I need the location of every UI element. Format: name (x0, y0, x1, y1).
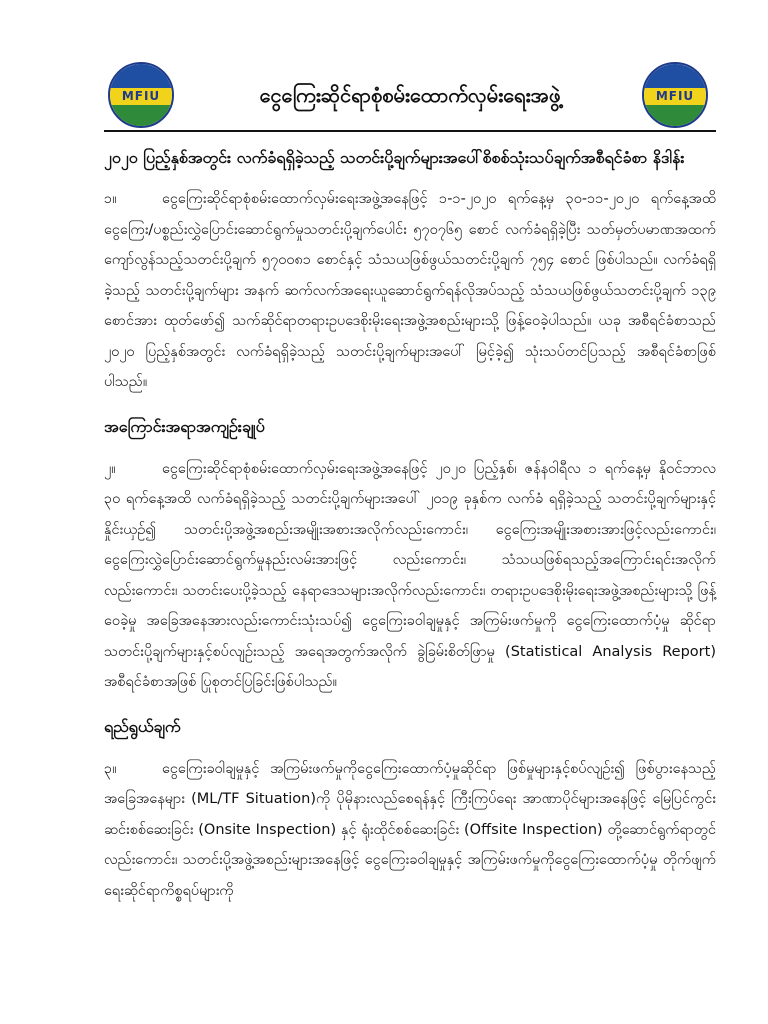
paragraph-text: ငွေကြေးခဝါချမှုနှင့် အကြမ်းဖက်မှုကိုငွေကြေးထောက်ပံ့မှုဆိုင်ရာ ဖြစ်မှုများနှင့်စပ်လျဉ်း၍ ဖြစ်ပွားနေသည့် အခြေအနေများ (ML/TF Situation)ကို ပိုမိုနားလည်စေရန်နှင့် ကြီးကြပ်ရေး အာဏာပိုင်များအနေဖြင့် မြေပြင်ကွင်းဆင်းစစ်ဆေးခြင်း (Onsite Inspection) နှင့် ရုံးထိုင်စစ်ဆေးခြင်း (Offsite Inspection) တို့ဆောင်ရွက်ရာတွင်လည်းကောင်း၊ သတင်းပို့အဖွဲ့အစည်းများအနေဖြင့် ငွေကြေးခဝါချမှုနှင့် အကြမ်းဖက်မှုကိုငွေကြေးထောက်ပံ့မှု တိုက်ဖျက်ရေးဆိုင်ရာကိစ္စရပ်များကို (104, 760, 716, 899)
section-heading-objective: ရည်ရွယ်ချက် (104, 716, 181, 736)
logo-text: MFIU (110, 88, 172, 105)
document-body (104, 140, 716, 920)
paragraph-number: ၁။ (104, 191, 117, 207)
paragraph-text: ငွေကြေးဆိုင်ရာစုံစမ်းထောက်လှမ်းရေးအဖွဲ့အနေဖြင့် ၂၀၂၀ ပြည့်နှစ်၊ ဇန်နဝါရီလ ၁ ရက်နေ့မှ နိုဝင်ဘာလ ၃၀ ရက်နေ့အထိ လက်ခံရရှိခဲ့သည့် သတင်းပို့ချက်များအပေါ် ၂၀၁၉ ခုနှစ်က လက်ခံ ရရှိခဲ့သည့် သတင်းပို့ချက်များနှင့်နှိုင်းယှဉ်၍ သတင်းပို့အဖွဲ့အစည်းအမျိုးအစားအလိုက်လည်းကောင်း၊ ငွေကြေးအမျိုးအစားအားဖြင့်လည်းကောင်း၊ ငွေကြေးလွှဲပြောင်းဆောင်ရွက်မှုနည်းလမ်းအားဖြင့် လည်းကောင်း၊ သံသယဖြစ်ရသည့်အကြောင်းရင်းအလိုက်လည်းကောင်း၊ သတင်းပေးပို့ခဲ့သည့် နေရာဒေသများအလိုက်လည်းကောင်း၊ တရားဥပဒေစိုးမိုးရေးအဖွဲ့အစည်းများသို့ ဖြန့်ဝေခဲ့မှု အခြေအနေအားလည်းကောင်းသုံးသပ်၍ ငွေကြေးခဝါချမှုနှင့် အကြမ်းဖက်မှုကို ငွေကြေးထောက်ပံ့မှု ဆိုင်ရာ သတင်းပို့ချက်များနှင့်စပ်လျဉ်းသည့် အရေအတွက်အလိုက် ခွဲခြမ်းစိတ်ဖြာမှု (Statistical Analysis Report) အစီရင်ခံစာအဖြစ် ပြုစုတင်ပြခြင်းဖြစ်ပါသည်။ (104, 460, 716, 690)
section-heading-summary: အကြောင်းအရာအကျဉ်းချုပ် (104, 416, 265, 436)
paragraph-1 (104, 184, 716, 398)
paragraph-2 (104, 454, 716, 698)
paragraph-text: ငွေကြေးဆိုင်ရာစုံစမ်းထောက်လှမ်းရေးအဖွဲ့အနေဖြင့် ၁-၁-၂၀၂၀ ရက်နေ့မှ ၃၀-၁၁-၂၀၂၀ ရက်နေ့အထိ ငွေကြေး/ပစ္စည်းလွှဲပြောင်းဆောင်ရွက်မှုသတင်းပို့ချက်ပေါင်း ၅၇၀၇၆၅ စောင် လက်ခံရရှိခဲ့ပြီး သတ်မှတ်ပမာဏအထက်ကျော်လွန်သည့်သတင်းပို့ချက် ၅၇၀၀၈၁ စောင်နှင့် သံသယဖြစ်ဖွယ်သတင်းပို့ချက် ၇၅၄ စောင် ဖြစ်ပါသည်။ လက်ခံရရှိခဲ့သည့် သတင်းပို့ချက်များ အနက် ဆက်လက်အရေးယူဆောင်ရွက်ရန်လိုအပ်သည့် သံသယဖြစ်ဖွယ်သတင်းပို့ချက် ၁၃၉ စောင်အား ထုတ်ဖော်၍ သက်ဆိုင်ရာတရားဥပဒေစိုးမိုးရေးအဖွဲ့အစည်းများသို့ ဖြန့်ဝေခဲ့ပါသည်။ ယခု အစီရင်ခံစာသည် ၂၀၂၀ ပြည့်နှစ်အတွင်း လက်ခံရရှိခဲ့သည့် သတင်းပို့ချက်များအပေါ် မြင့်ခဲ့၍ သုံးသပ်တင်ပြသည့် အစီရင်ခံစာဖြစ်ပါသည်။ (104, 191, 716, 390)
organization-title: ငွေကြေးဆိုင်ရာစုံစမ်းထောက်လှမ်းရေးအဖွဲ့ (259, 83, 561, 107)
document-title: ၂၀၂၀ ပြည့်နှစ်အတွင်း လက်ခံရရှိခဲ့သည့် သတင်းပို့ချက်များအပေါ်စိစစ်သုံးသပ်ချက်အစီရင်ခံစာ နိဒါန်း (104, 148, 685, 167)
header-divider (104, 130, 716, 132)
logo-text: MFIU (644, 88, 706, 105)
document-header (0, 0, 768, 130)
paragraph-number: ၂။ (104, 460, 116, 477)
mfiu-logo-left (108, 62, 174, 128)
mfiu-logo-right (642, 62, 708, 128)
paragraph-3 (104, 754, 716, 907)
paragraph-number: ၃။ (104, 760, 117, 777)
